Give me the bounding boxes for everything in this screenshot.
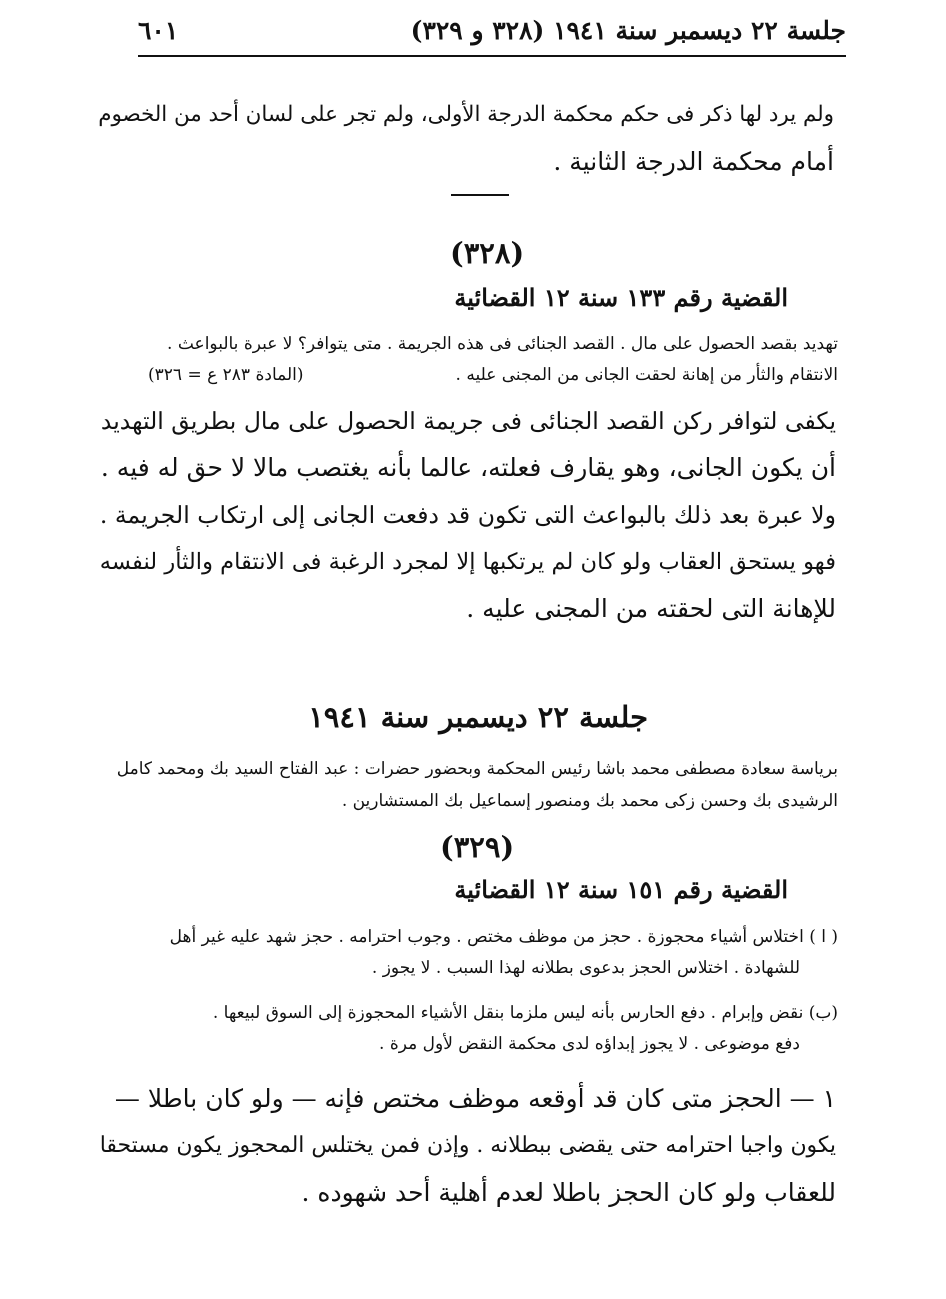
running-head-title: جلسة ٢٢ ديسمبر سنة ١٩٤١ (٣٢٨ و ٣٢٩) <box>410 16 846 45</box>
case-body-line: للعقاب ولو كان الحجز باطلا لعدم أهلية أحد شهوده . <box>301 1178 836 1207</box>
case-title: القضية رقم ١٣٣ سنة ١٢ القضائية <box>454 283 788 312</box>
case-summary-line: ( ا ) اختلاس أشياء محجوزة . حجز من موظف مختص . وجوب احترامه . حجز شهد عليه غير أهل <box>169 927 838 947</box>
case-body-line: ١ — الحجز متى كان قد أوقعه موظف مختص فإنه — ولو كان باطلا — <box>114 1084 836 1113</box>
case-summary-line: تهديد بقصد الحصول على مال . القصد الجنائى فى هذه الجريمة . متى يتوافر؟ لا عبرة بالبواعث . <box>167 334 838 354</box>
header-rule <box>138 55 846 57</box>
case-body-line: أن يكون الجانى، وهو يقارف فعلته، عالما بأنه يغتصب مالا لا حق له فيه . <box>100 453 836 482</box>
case-body-line: فهو يستحق العقاب ولو كان لم يرتكبها إلا لمجرد الرغبة فى الانتقام والثأر لنفسه <box>99 549 836 575</box>
case-number: (٣٢٩) <box>440 830 515 864</box>
court-composition-line: برياسة سعادة مصطفى محمد باشا رئيس المحكمة وبحضور حضرات : عبد الفتاح السيد بك ومحمد كامل <box>116 759 838 779</box>
case-body-line: يكفى لتوافر ركن القصد الجنائى فى جريمة الحصول على مال بطريق التهديد <box>100 407 836 435</box>
session-heading: جلسة ٢٢ ديسمبر سنة ١٩٤١ <box>308 700 648 734</box>
case-body-line: ولا عبرة بعد ذلك بالبواعث التى تكون قد دفعت الجانى إلى ارتكاب الجريمة . <box>99 501 836 529</box>
case-body-line: يكون واجبا احترامه حتى يقضى ببطلانه . وإذن فمن يختلس المحجوز يكون مستحقا <box>99 1133 836 1158</box>
section-divider <box>451 194 509 196</box>
case-summary-line: (ب) نقض وإبرام . دفع الحارس بأنه ليس ملزما بنقل الأشياء المحجوزة إلى السوق لبيعها . <box>212 1003 838 1023</box>
page-number: ٦٠١ <box>138 16 179 45</box>
carryover-line: أمام محكمة الدرجة الثانية . <box>553 147 834 176</box>
carryover-line: ولم يرد لها ذكر فى حكم محكمة الدرجة الأولى، ولم تجر على لسان أحد من الخصوم <box>98 102 834 127</box>
case-summary-line: للشهادة . اختلاس الحجز بدعوى بطلانه لهذا السبب . لا يجوز . <box>371 958 800 978</box>
case-number: (٣٢٨) <box>450 236 525 270</box>
court-composition-line: الرشيدى بك وحسن زكى محمد بك ومنصور إسماعيل بك المستشارين . <box>341 791 838 811</box>
case-body-line: للإهانة التى لحقته من المجنى عليه . <box>466 594 836 623</box>
running-head <box>138 8 846 52</box>
case-title: القضية رقم ١٥١ سنة ١٢ القضائية <box>454 875 788 904</box>
case-summary-line: الانتقام والثأر من إهانة لحقت الجانى من المجنى عليه . <box>455 365 838 385</box>
legal-citation: (المادة ٢٨٣ ع = ٣٢٦) <box>148 365 304 385</box>
case-summary-line: دفع موضوعى . لا يجوز إبداؤه لدى محكمة النقض لأول مرة . <box>379 1034 800 1054</box>
